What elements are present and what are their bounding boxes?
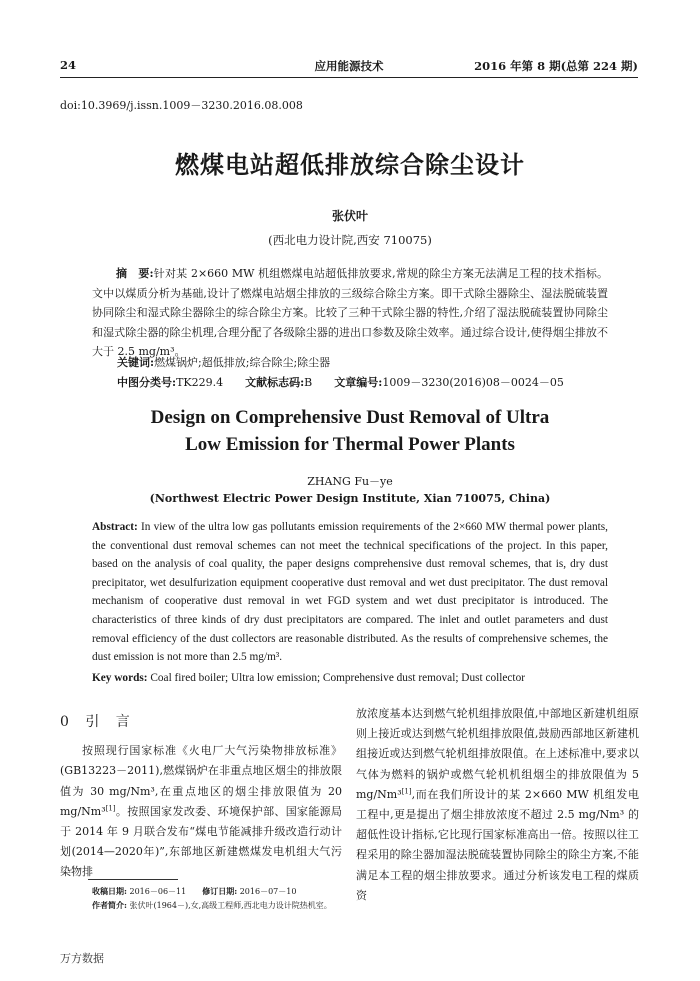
doc-code-label: 文献标志码: (245, 376, 305, 389)
bio-label: 作者简介: (92, 900, 127, 910)
body-column-right (356, 704, 639, 906)
page-number: 24 (60, 58, 77, 72)
affiliation-chinese: (西北电力设计院,西安 710075) (268, 233, 432, 247)
abstract-chinese (92, 264, 608, 362)
running-header (60, 55, 638, 78)
abstract-label-cn: 摘 要: (116, 267, 154, 280)
keywords-text-en: Coal fired boiler; Ultra low emission; Comprehensive dust removal; Dust collector (150, 672, 525, 684)
title-english-line-2: Low Emission for Thermal Power Plants (185, 434, 515, 455)
keywords-chinese (117, 354, 330, 370)
author-english: ZHANG Fu－ye (307, 475, 393, 488)
abstract-english (92, 518, 608, 667)
revised-value: 2016－07－10 (239, 887, 297, 896)
doi: doi:10.3969/j.issn.1009－3230.2016.08.008 (60, 99, 303, 112)
journal-name: 应用能源技术 (314, 59, 384, 73)
article-number-label: 文章编号: (334, 376, 383, 389)
paragraph-right-text-b: ,而在我们所设计的某 2×660 MW 机组发电工程中,更是提出了烟尘排放浓度不超过 2.5 mg/Nm³ 的超低性设计指标,它比现行国家标准高出一倍。按照以往工程采用的除尘器加湿法脱硫装置协同除尘的除尘方案,不能满足本工程的烟尘排放要求。通过分析该发电工程的煤质资 (356, 787, 639, 902)
paragraph-right-text-a: 放浓度基本达到燃气轮机组排放限值,中部地区新建机组原则上接近或达到燃气轮机组排放限值,鼓励西部地区新建机组接近或达到燃气轮机组排放限值。在上述标准中,要求以气体为燃料的锅炉或燃气轮机机组烟尘的排放限值为 5 mg/Nm³ (356, 707, 639, 801)
abstract-text-en: In view of the ultra low gas pollutants emission requirements of the 2×660 MW thermal power plants, the conventional dust removal schemes can not meet the technical specifications of the project. In this paper, based on the analysis of coal quality, the paper designs comprehensive dust removal schemes, that is, dry dust precipitator, wet desulfurization equipment cooperative dust removal and wet dust precipitator. The dust removal mechanism of cooperative dust removal in wet FGD system and wet dust precipitator is introduced. The characteristics of three kinds of dry dust precipitators are compared. The inlet and outlet parameters and dust removal efficiency of the dust collectors are reasonable distributed. As the results of comprehensive schemes, the dust emission is not more than 2.5 mg/m³. (92, 521, 608, 664)
abstract-label-en: Abstract: (92, 521, 138, 533)
watermark: 万方数据 (60, 952, 104, 965)
keywords-label-cn: 关键词: (117, 356, 155, 369)
bio-value: 张伏叶(1964－),女,高级工程师,西北电力设计院热机室。 (129, 901, 332, 910)
received-value: 2016－06－11 (129, 887, 187, 896)
paragraph-left-text-a: 按照现行国家标准《火电厂大气污染物排放标准》(GB13223－2011),燃煤锅炉在非重点地区烟尘的排放限值为 30 mg/Nm³,在重点地区的烟尘排放限值为 20 mg/Nm³ (60, 744, 342, 818)
footnote-dates (92, 885, 352, 898)
classification-line (117, 374, 564, 390)
author-chinese: 张伏叶 (331, 209, 368, 223)
footnote-bio (92, 899, 352, 912)
revised-label: 修订日期: (202, 886, 238, 896)
footnote-rule (88, 879, 178, 880)
keywords-label-en: Key words: (92, 672, 148, 684)
doc-code-value: B (304, 376, 313, 389)
citation-ref: [1] (401, 787, 412, 796)
title-english (0, 404, 700, 458)
keywords-text-cn: 燃煤锅炉;超低排放;综合除尘;除尘器 (154, 356, 331, 369)
received-label: 收稿日期: (92, 886, 127, 896)
paragraph-left (60, 741, 342, 882)
paragraph-right (356, 704, 639, 906)
clc-value: TK229.4 (176, 376, 224, 389)
issue-info: 2016 年第 8 期(总第 224 期) (474, 59, 638, 73)
body-column-left (60, 712, 342, 883)
title-english-line-1: Design on Comprehensive Dust Removal of Ultra (150, 407, 550, 428)
title-chinese: 燃煤电站超低排放综合除尘设计 (175, 150, 525, 179)
keywords-english (92, 672, 525, 684)
abstract-text-cn: 针对某 2×660 MW 机组燃煤电站超低排放要求,常规的除尘方案无法满足工程的技术指标。文中以煤质分析为基础,设计了燃煤电站烟尘排放的三级综合除尘方案。即干式除尘器除尘、湿法脱硫装置协同除尘和湿式除尘器除尘的综合除尘方案。比较了三种干式除尘器的特性,介绍了湿法脱硫装置协同除尘和湿式除尘器的除尘机理,合理分配了各级除尘器的进出口参数及除尘效率。通过综合设计,使得烟尘排放不大于 2.5 mg/m³。 (92, 267, 609, 359)
article-number-value: 1009－3230(2016)08－0024－05 (382, 376, 564, 389)
affiliation-english: (Northwest Electric Power Design Institute, Xian 710075, China) (149, 492, 551, 505)
citation-ref: [1] (105, 804, 116, 813)
clc-label: 中图分类号: (117, 376, 177, 389)
section-heading: 0 引 言 (60, 714, 136, 730)
paragraph-left-text-b: 。按照国家发改委、环境保护部、国家能源局于 2014 年 9 月联合发布“煤电节能减排升级改造行动计划(2014—2020年)”,东部地区新建燃煤发电机组大气污染物排 (60, 804, 342, 879)
